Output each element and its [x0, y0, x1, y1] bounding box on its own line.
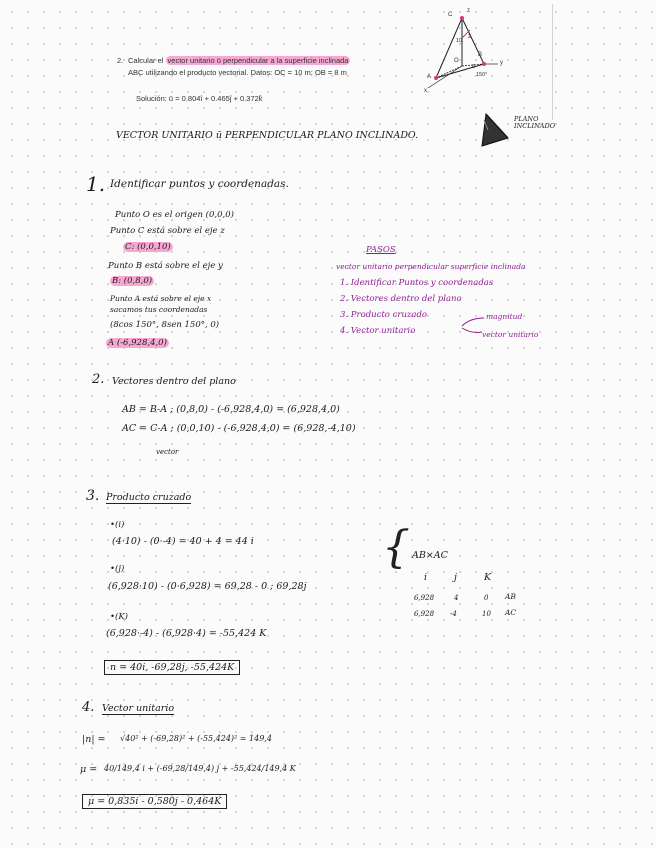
- figure-label-eight: 8: [472, 64, 476, 70]
- unit-vector-result: μ = 0,835i - 0,580j - 0,464K: [82, 794, 227, 809]
- problem-statement-line1: [128, 56, 350, 65]
- matrix-brace: {: [382, 522, 410, 573]
- problem-number: 2.: [117, 56, 124, 65]
- unit-lhs: μ =: [80, 764, 98, 775]
- matrix-head-i: i: [424, 572, 428, 583]
- pyramid-figure: [418, 8, 508, 96]
- cross-k-eq: (6,928·-4) - (6,928·4) = -55,424 K: [106, 628, 267, 639]
- matrix-head-k: K: [484, 572, 492, 583]
- vector-ab-eq: AB = B-A ; (0,8,0) - (-6,928,4,0) = (6,928,4,0): [122, 404, 340, 415]
- cross-i-label: •(i): [110, 520, 125, 530]
- section1-line3: Punto B está sobre el eje y: [108, 261, 223, 271]
- point-a-coord: A (-6,928,4,0): [108, 338, 167, 348]
- section1-line1: Punto O es el origen (0,0,0): [115, 210, 234, 220]
- figure-label-angle: 150°: [476, 72, 488, 78]
- vector-ac-eq: AC = C-A ; (0,0,10) - (-6,928,4,0) = (6,928,-4,10): [122, 423, 356, 434]
- figure-label-o: O: [454, 58, 459, 64]
- figure-label-z: z: [467, 8, 470, 14]
- pasos-step2: 2. Vectores dentro del plano: [340, 294, 462, 304]
- section2-number: 2.: [92, 372, 105, 387]
- figure-label-b: B: [478, 52, 483, 58]
- cross-i-eq: (4·10) - (0·-4) = 40 + 4 = 44 i: [112, 536, 254, 547]
- matrix-r1-c3: 0: [484, 594, 489, 602]
- pasos-step4: 4. Vector unitario: [340, 326, 416, 336]
- main-heading: VECTOR UNITARIO ū PERPENDICULAR PLANO INCLINADO.: [116, 130, 419, 141]
- pasos-title: PASOS: [366, 245, 396, 255]
- pasos-intro: vector unitario perpendicular superficie inclinada: [336, 262, 526, 271]
- section4-title: Vector unitario: [102, 703, 175, 714]
- cross-k-label: •(K): [110, 612, 128, 622]
- section3-title: Producto cruzado: [106, 492, 192, 503]
- vector-note: vector: [156, 448, 179, 456]
- magnitude-rhs: √40² + (-69,28)² + (-55,424)² = 149,4: [120, 734, 272, 743]
- pasos-arrows-drawing: [460, 314, 490, 336]
- matrix-r1-c2: 4: [454, 594, 459, 602]
- pasos-step1: 1. Identificar Puntos y coordenadas: [340, 278, 494, 288]
- section1-title: Identificar puntos y coordenadas.: [110, 178, 289, 190]
- pasos-arrows: [460, 314, 490, 336]
- cross-j-label: •(j): [110, 564, 125, 574]
- figure-label-a: A: [427, 74, 432, 80]
- figure-label-c: C: [448, 12, 453, 18]
- cross-j-eq: (6,928·10) - (0·6,928) = 69,28 - 0 ; 69,28j: [108, 581, 307, 592]
- normal-vector-result: n = 40i, -69,28j, -55,424K: [104, 660, 240, 675]
- figure-label-y: y: [500, 60, 503, 66]
- matrix-r1-label: AB: [505, 592, 516, 601]
- matrix-r1-c1: 6,928: [414, 594, 435, 602]
- point-a-row: [106, 338, 169, 348]
- matrix-r2-label: AC: [505, 608, 517, 617]
- plano-sketch: [478, 110, 518, 150]
- matrix-head-j: j: [454, 572, 457, 583]
- section2-title: Vectores dentro del plano: [112, 376, 236, 387]
- unit-eq: 40/149,4 i + (-69,28/149,4) j + -55,424/149,4 K: [104, 764, 296, 773]
- margin-line: [552, 4, 553, 120]
- pasos-step3: 3. Producto cruzado: [340, 310, 428, 320]
- plano-label: PLANO INCLINADO: [514, 115, 556, 130]
- figure-label-ten: 10: [456, 38, 463, 44]
- section1-line6: (8cos 150°, 8sen 150°, 0): [110, 320, 220, 330]
- section1-number: 1.: [86, 172, 106, 196]
- section1-line5: sacamos tus coordenadas: [110, 305, 208, 314]
- magnitude-lhs: |n| =: [82, 734, 106, 745]
- figure-label-z2: z: [468, 34, 471, 40]
- section1-line4: Punto A está sobre el eje x: [110, 294, 212, 303]
- matrix-r2-c1: 6,928: [414, 610, 435, 618]
- section1-line2: Punto C está sobre el eje z: [110, 226, 225, 236]
- section3-number: 3.: [86, 488, 100, 504]
- point-b-coord: B: (0,8,0): [112, 276, 153, 286]
- matrix-title: AB×AC: [412, 550, 448, 561]
- pyramid-drawing: [418, 8, 508, 96]
- pasos-step4-unit: vector unitario: [482, 330, 539, 339]
- figure-label-x: x: [424, 88, 427, 94]
- problem-pre: Calcular el: [128, 56, 164, 65]
- section4-number: 4.: [82, 700, 95, 715]
- point-c-coord: C: (0,0,10): [125, 242, 171, 252]
- problem-solution: Solución: ū = 0.804î + 0.465ĵ + 0.372k̂: [136, 94, 263, 103]
- problem-highlight: vector unitario ū perpendicular a la superficie inclinada: [167, 56, 349, 65]
- problem-statement-line2: ABC utilizando el producto vectorial. Datos: OC = 10 m; OB = 8 m: [128, 68, 347, 77]
- plano-sketch-drawing: [478, 110, 518, 150]
- pasos-step3-magnitude: magnitud: [486, 312, 523, 321]
- matrix-r2-c3: 10: [482, 610, 491, 618]
- matrix-r2-c2: -4: [450, 610, 457, 618]
